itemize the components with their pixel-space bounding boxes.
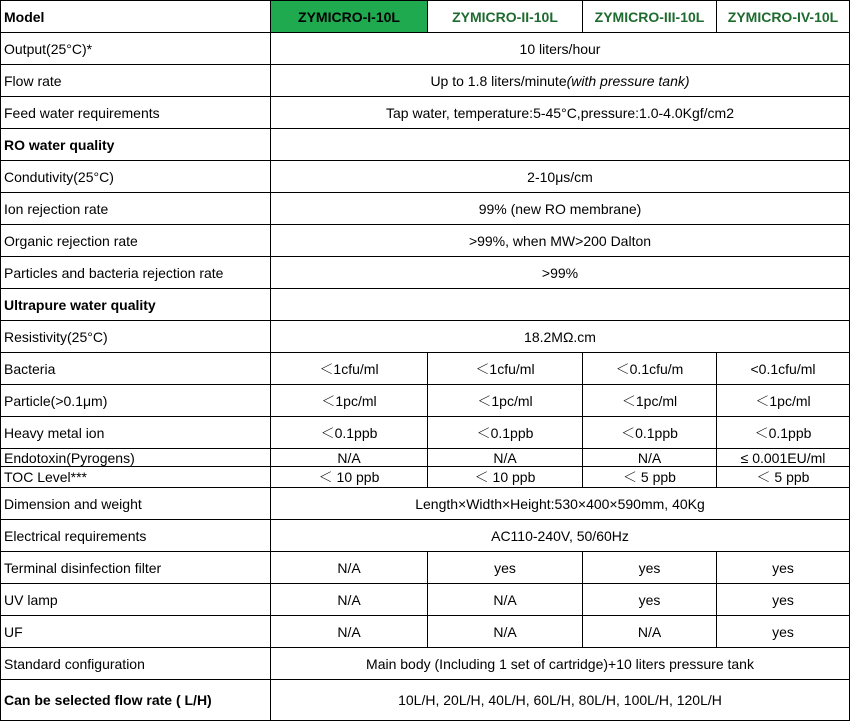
heavy-metal-model-ii: ＜0.1ppb	[428, 417, 583, 449]
output-value: 10 liters/hour	[271, 33, 850, 65]
table-row	[1, 552, 850, 584]
header-row	[1, 1, 850, 33]
heavy-metal-label: Heavy metal ion	[1, 417, 271, 449]
section-row	[1, 129, 850, 161]
endotoxin-model-iii: N/A	[583, 449, 717, 467]
table-row	[1, 33, 850, 65]
bacteria-model-i: ＜1cfu/ml	[271, 353, 428, 385]
table-row	[1, 520, 850, 552]
table-row	[1, 648, 850, 680]
terminal-filter-model-i: N/A	[271, 552, 428, 584]
particle-label: Particle(>0.1μm)	[1, 385, 271, 417]
uf-model-iv: yes	[717, 616, 850, 648]
section-row	[1, 289, 850, 321]
toc-label: TOC Level***	[1, 467, 271, 488]
model-i-header: ZYMICRO-I-10L	[271, 1, 428, 33]
dimension-value: Length×Width×Height:530×400×590mm, 40Kg	[271, 488, 850, 520]
uv-lamp-model-iv: yes	[717, 584, 850, 616]
endotoxin-model-ii: N/A	[428, 449, 583, 467]
flow-rate-label: Flow rate	[1, 65, 271, 97]
bacteria-label: Bacteria	[1, 353, 271, 385]
bacteria-model-iv: <0.1cfu/ml	[717, 353, 850, 385]
selectable-flow-value: 10L/H, 20L/H, 40L/H, 60L/H, 80L/H, 100L/H, 120L/H	[271, 680, 850, 721]
ro-section-empty	[271, 129, 850, 161]
up-section-empty	[271, 289, 850, 321]
flow-rate-value: Up to 1.8 liters/minute	[430, 72, 567, 89]
model-ii-header: ZYMICRO-II-10L	[428, 1, 583, 33]
table-row	[1, 225, 850, 257]
standard-config-value: Main body (Including 1 set of cartridge)+10 liters pressure tank	[271, 648, 850, 680]
bacteria-model-ii: ＜1cfu/ml	[428, 353, 583, 385]
dimension-label: Dimension and weight	[1, 488, 271, 520]
heavy-metal-model-i: ＜0.1ppb	[271, 417, 428, 449]
table-row	[1, 321, 850, 353]
toc-model-ii: ＜ 10 ppb	[428, 467, 583, 488]
terminal-filter-model-iii: yes	[583, 552, 717, 584]
model-label: Model	[1, 1, 271, 33]
terminal-filter-model-ii: yes	[428, 552, 583, 584]
model-iv-header: ZYMICRO-IV-10L	[717, 1, 850, 33]
particle-model-iii: ＜1pc/ml	[583, 385, 717, 417]
toc-model-iii: ＜ 5 ppb	[583, 467, 717, 488]
table-row	[1, 353, 850, 385]
uv-lamp-model-i: N/A	[271, 584, 428, 616]
uf-model-i: N/A	[271, 616, 428, 648]
particles-rejection-value: >99%	[271, 257, 850, 289]
particle-model-iv: ＜1pc/ml	[717, 385, 850, 417]
bacteria-model-iii: ＜0.1cfu/m	[583, 353, 717, 385]
conductivity-label: Condutivity(25°C)	[1, 161, 271, 193]
table-row	[1, 385, 850, 417]
uv-lamp-model-ii: N/A	[428, 584, 583, 616]
ro-section-label: RO water quality	[1, 129, 271, 161]
table-row	[1, 97, 850, 129]
resistivity-label: Resistivity(25°C)	[1, 321, 271, 353]
feed-water-label: Feed water requirements	[1, 97, 271, 129]
resistivity-value: 18.2MΩ.cm	[271, 321, 850, 353]
terminal-filter-label: Terminal disinfection filter	[1, 552, 271, 584]
electrical-value: AC110-240V, 50/60Hz	[271, 520, 850, 552]
terminal-filter-model-iv: yes	[717, 552, 850, 584]
particle-model-i: ＜1pc/ml	[271, 385, 428, 417]
table-row	[1, 417, 850, 449]
table-row	[1, 257, 850, 289]
conductivity-value: 2-10μs/cm	[271, 161, 850, 193]
ion-rejection-label: Ion rejection rate	[1, 193, 271, 225]
standard-config-label: Standard configuration	[1, 648, 271, 680]
flow-rate-cell	[271, 65, 850, 97]
particles-rejection-label: Particles and bacteria rejection rate	[1, 257, 271, 289]
table-row	[1, 449, 850, 467]
table-row	[1, 584, 850, 616]
electrical-label: Electrical requirements	[1, 520, 271, 552]
particle-model-ii: ＜1pc/ml	[428, 385, 583, 417]
toc-model-iv: ＜ 5 ppb	[717, 467, 850, 488]
table-row	[1, 680, 850, 721]
uv-lamp-model-iii: yes	[583, 584, 717, 616]
table-row	[1, 161, 850, 193]
table-row	[1, 65, 850, 97]
table-row	[1, 488, 850, 520]
endotoxin-model-i: N/A	[271, 449, 428, 467]
table-row	[1, 467, 850, 488]
selectable-flow-label: Can be selected flow rate ( L/H)	[1, 680, 271, 721]
endotoxin-label: Endotoxin(Pyrogens)	[1, 449, 271, 467]
table-row	[1, 616, 850, 648]
ion-rejection-value: 99% (new RO membrane)	[271, 193, 850, 225]
output-label: Output(25°C)*	[1, 33, 271, 65]
heavy-metal-model-iv: ＜0.1ppb	[717, 417, 850, 449]
up-section-label: Ultrapure water quality	[1, 289, 271, 321]
endotoxin-model-iv: ≤ 0.001EU/ml	[717, 449, 850, 467]
uf-model-ii: N/A	[428, 616, 583, 648]
organic-rejection-value: >99%, when MW>200 Dalton	[271, 225, 850, 257]
uv-lamp-label: UV lamp	[1, 584, 271, 616]
uf-label: UF	[1, 616, 271, 648]
organic-rejection-label: Organic rejection rate	[1, 225, 271, 257]
uf-model-iii: N/A	[583, 616, 717, 648]
toc-model-i: ＜ 10 ppb	[271, 467, 428, 488]
table-row	[1, 193, 850, 225]
model-iii-header: ZYMICRO-III-10L	[583, 1, 717, 33]
flow-rate-note: (with pressure tank)	[566, 72, 690, 89]
heavy-metal-model-iii: ＜0.1ppb	[583, 417, 717, 449]
feed-water-value: Tap water, temperature:5-45°C,pressure:1.0-4.0Kgf/cm2	[271, 97, 850, 129]
